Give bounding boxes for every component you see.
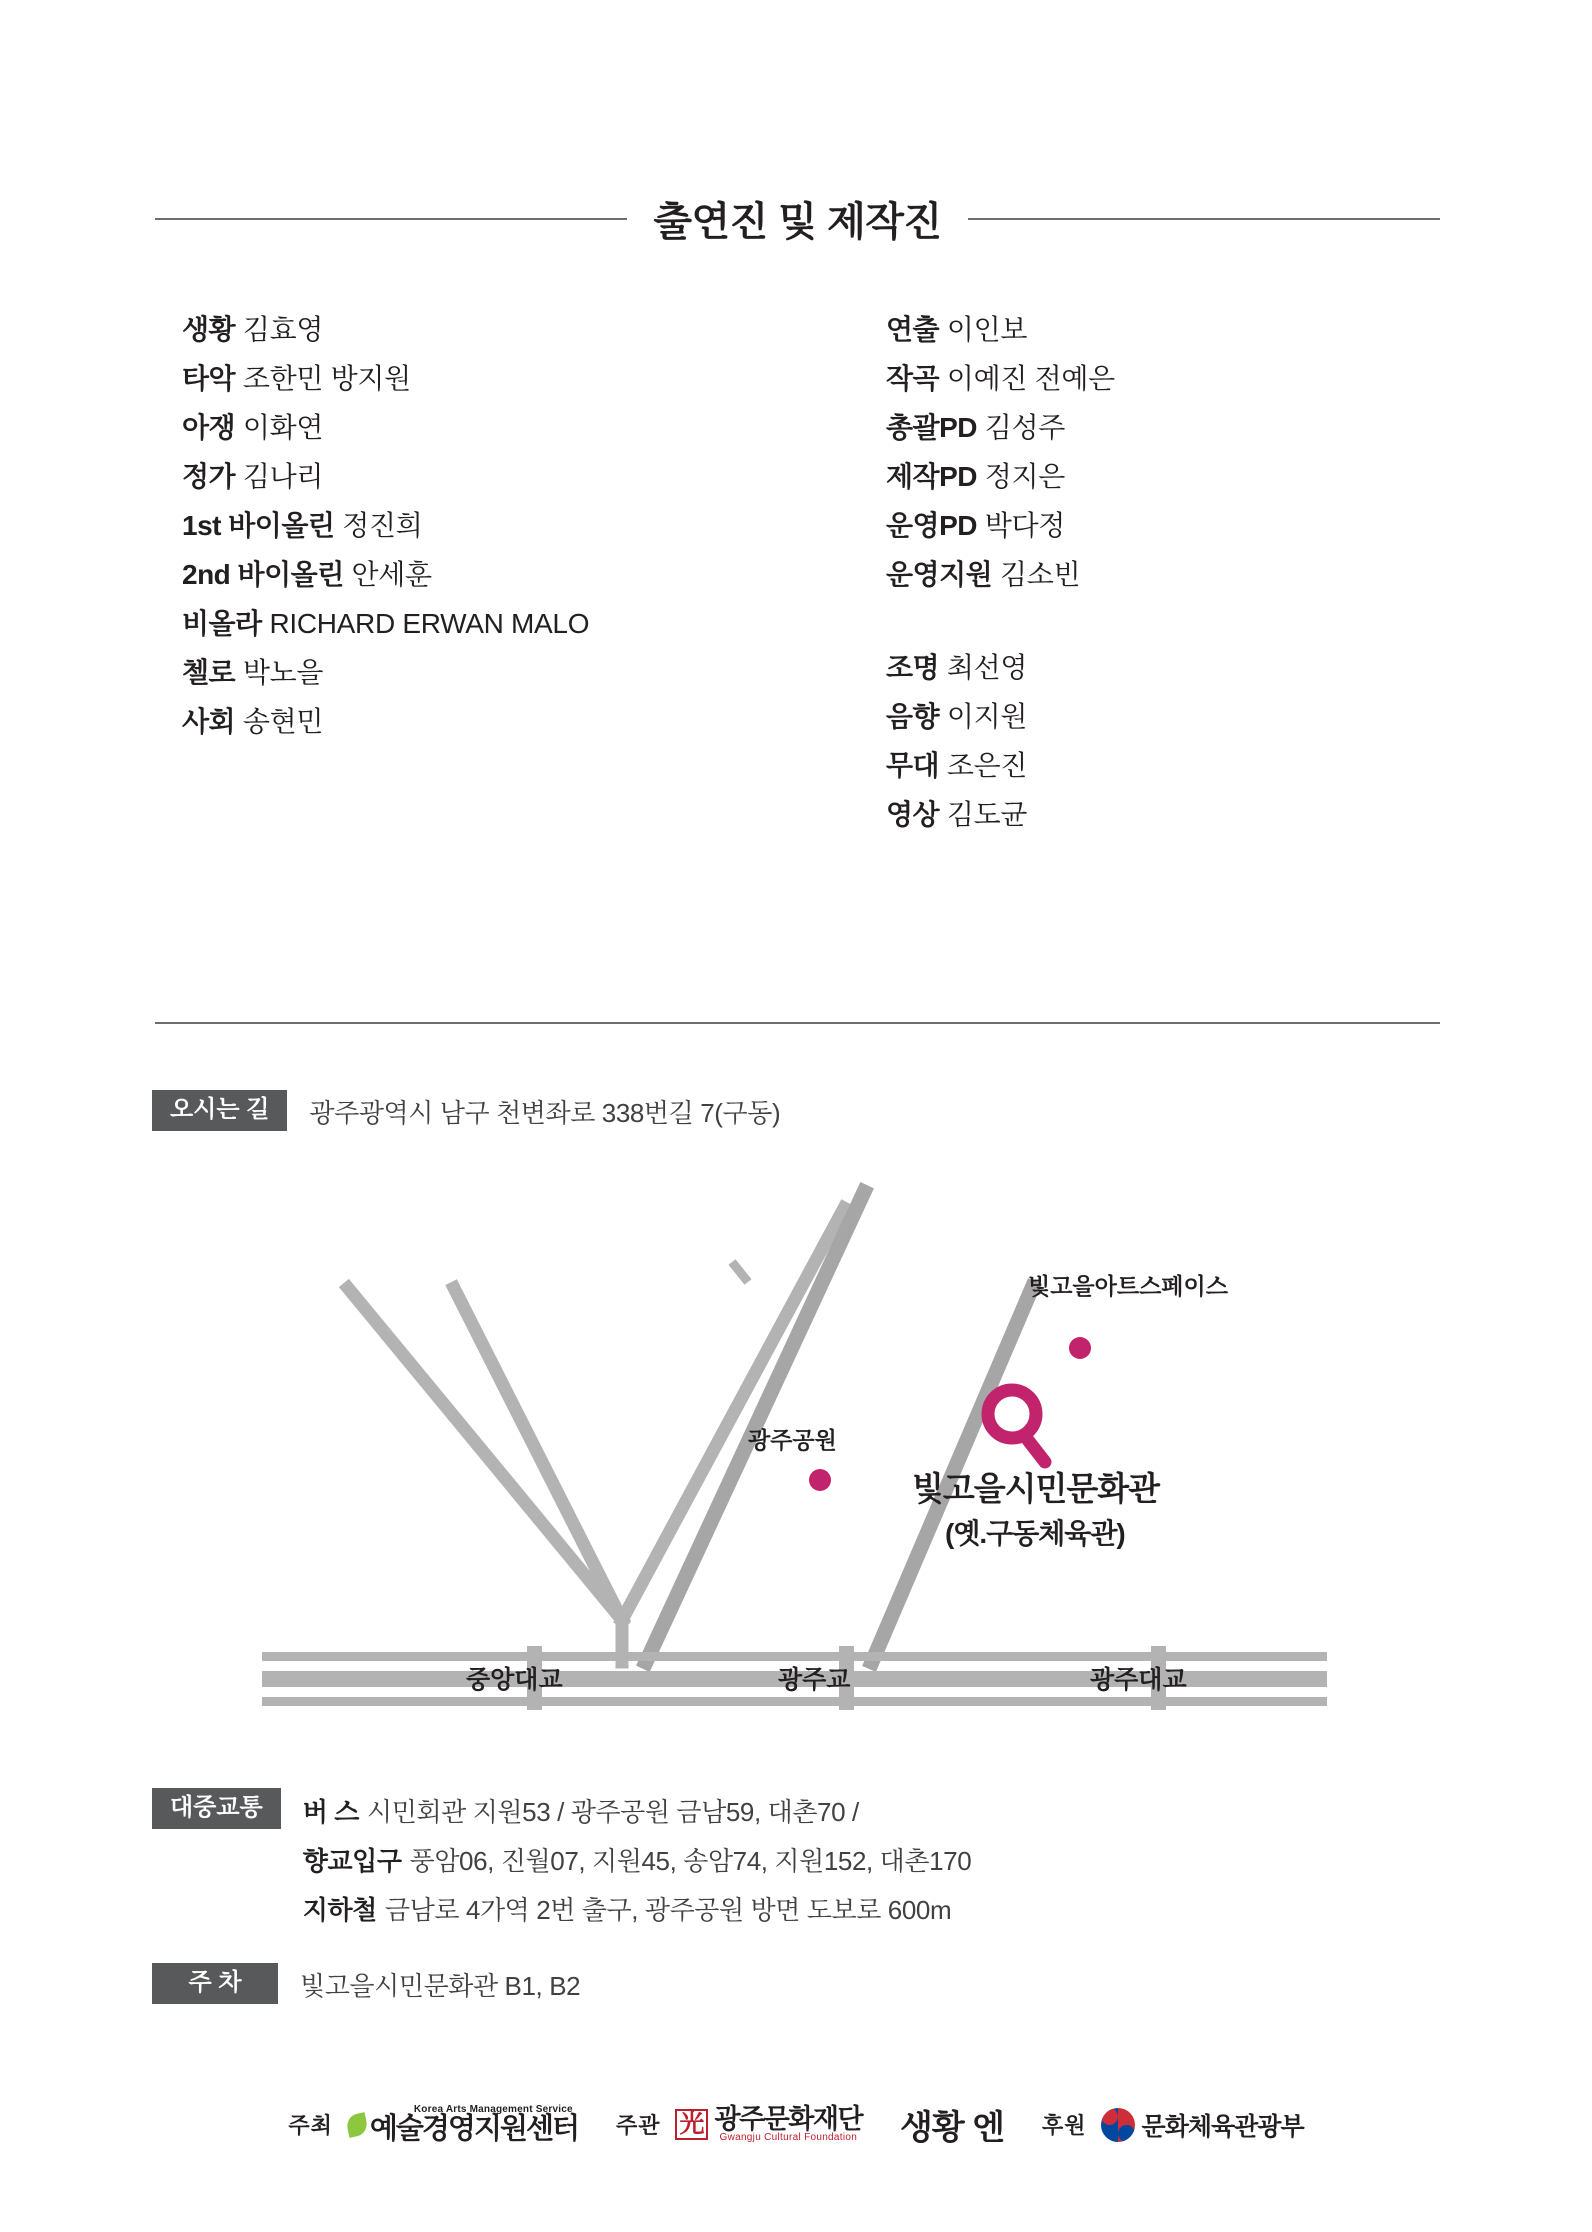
map-label-bridge-left: 중앙대교 xyxy=(466,1666,563,1694)
transit-line-body: 금남로 4가역 2번 출구, 광주공원 방면 도보로 600m xyxy=(384,1895,952,1925)
transit-line-head: 버 스 xyxy=(302,1797,360,1827)
map-label-venue: 빛고을시민문화관 xyxy=(912,1470,1160,1507)
credit-name: 정지은 xyxy=(984,461,1066,492)
arts-space-dot xyxy=(1069,1337,1091,1359)
credit-line xyxy=(886,305,1422,354)
credit-line xyxy=(886,643,1422,692)
credit-name: 박다정 xyxy=(984,510,1066,541)
directions-label: 오시는 길 xyxy=(152,1090,287,1131)
credit-line xyxy=(182,354,802,403)
credit-line xyxy=(182,599,802,648)
taegeuk-icon xyxy=(1101,2108,1135,2142)
credit-name: 조한민 방지원 xyxy=(242,363,411,394)
credit-role: 1st 바이올린 xyxy=(182,510,335,541)
credit-line xyxy=(886,354,1422,403)
credit-line xyxy=(886,403,1422,452)
gcf-logo-en: Gwangju Cultural Foundation xyxy=(719,2132,858,2144)
transit-line-body: 시민회관 지원53 / 광주공원 금남59, 대촌70 / xyxy=(367,1797,859,1827)
transit-line xyxy=(303,1837,972,1886)
gwangju-foundation-logo xyxy=(675,2105,863,2144)
credit-role: 비올라 xyxy=(182,608,262,639)
park-dot xyxy=(809,1469,831,1491)
credit-role: 조명 xyxy=(886,652,940,683)
kams-logo-en: Korea Arts Management Service xyxy=(413,2104,573,2115)
credit-line xyxy=(182,305,802,354)
credit-line xyxy=(886,692,1422,741)
kams-logo-kr: 예술경영지원센터 xyxy=(369,2113,579,2145)
credit-name: 이지원 xyxy=(946,701,1028,732)
map-label-arts-space: 빛고을아트스페이스 xyxy=(1028,1273,1228,1299)
gcf-emblem-icon: 光 xyxy=(675,2109,708,2141)
transit-line-head: 지하철 xyxy=(302,1895,377,1925)
credit-role: 총괄PD xyxy=(886,412,977,443)
transit-label: 대중교통 xyxy=(152,1788,281,1829)
footer-host-group xyxy=(288,2105,578,2144)
credit-role: 영상 xyxy=(886,799,940,830)
credit-line xyxy=(182,501,802,550)
credit-line xyxy=(886,550,1422,599)
credit-role: 운영지원 xyxy=(886,559,993,590)
transit-row xyxy=(152,1788,971,1935)
credit-role: 작곡 xyxy=(886,363,940,394)
credit-line xyxy=(886,501,1422,550)
credit-name: 안세훈 xyxy=(351,559,432,590)
credit-name: 이예진 전예은 xyxy=(946,363,1115,394)
credit-role: 무대 xyxy=(886,750,940,781)
credit-line xyxy=(182,550,802,599)
transit-line xyxy=(303,1788,972,1837)
section-divider xyxy=(155,1022,1440,1024)
map-label-bridge-center: 광주교 xyxy=(778,1666,851,1694)
credit-role: 사회 xyxy=(182,706,236,737)
credit-name: 김효영 xyxy=(242,314,324,345)
footer-organizer-group xyxy=(616,2105,862,2144)
gcf-logo-kr: 광주문화재단 xyxy=(714,2104,863,2135)
map-label-bridge-right: 광주대교 xyxy=(1090,1666,1187,1694)
credit-line xyxy=(886,790,1422,839)
venue-pin-icon xyxy=(988,1390,1045,1462)
credit-name: 김소빈 xyxy=(999,559,1081,590)
parking-row xyxy=(152,1963,580,2009)
credit-name: 박노을 xyxy=(242,657,324,688)
directions-row xyxy=(152,1090,780,1136)
header-rule-left xyxy=(155,218,627,220)
footer-producer-group xyxy=(900,2100,1004,2149)
mcst-logo-kr: 문화체육관광부 xyxy=(1141,2112,1304,2141)
credit-name: 조은진 xyxy=(946,750,1028,781)
transit-line-body: 풍암06, 진월07, 지원45, 송암74, 지원152, 대촌170 xyxy=(409,1846,972,1876)
footer-logos xyxy=(0,2100,1592,2149)
credit-name: 김성주 xyxy=(984,412,1066,443)
credit-role: 아쟁 xyxy=(182,412,236,443)
credit-line xyxy=(886,741,1422,790)
credit-line xyxy=(182,452,802,501)
map-label-park: 광주공원 xyxy=(748,1427,837,1453)
credit-role: 정가 xyxy=(182,461,236,492)
footer-organizer-role: 주관 xyxy=(616,2113,661,2138)
map-label-venue-sub: (옛.구동체육관) xyxy=(945,1518,1125,1549)
kams-logo xyxy=(347,2105,578,2144)
credit-name: 송현민 xyxy=(242,706,324,737)
footer-sponsor-group xyxy=(1042,2107,1304,2143)
directions-address: 광주광역시 남구 천변좌로 338번길 7(구동) xyxy=(309,1098,781,1128)
credit-name: 김나리 xyxy=(242,461,324,492)
credits-header xyxy=(155,190,1440,247)
road-stub xyxy=(732,1262,748,1282)
credit-line xyxy=(182,697,802,746)
credit-line xyxy=(886,452,1422,501)
credit-role: 제작PD xyxy=(886,461,977,492)
credits-spacer xyxy=(886,599,1422,643)
credit-name: 이인보 xyxy=(946,314,1028,345)
credits-column-left xyxy=(182,305,802,839)
parking-text: 빛고을시민문화관 B1, B2 xyxy=(300,1971,581,2001)
transit-line-head: 향교입구 xyxy=(302,1846,402,1876)
credits-columns xyxy=(182,305,1432,839)
credit-role: 타악 xyxy=(182,363,236,394)
credit-role: 생황 xyxy=(182,314,236,345)
credit-role: 첼로 xyxy=(182,657,236,688)
footer-host-role: 주최 xyxy=(288,2113,333,2138)
mcst-logo xyxy=(1101,2107,1304,2143)
credits-column-right xyxy=(802,305,1422,839)
parking-label: 주 차 xyxy=(152,1963,278,2004)
transit-lines xyxy=(303,1788,972,1935)
credit-line xyxy=(182,648,802,697)
credit-name: 정진희 xyxy=(342,510,423,541)
credit-role: 운영PD xyxy=(886,510,977,541)
header-rule-right xyxy=(968,218,1440,220)
transit-line xyxy=(303,1886,972,1935)
credit-role: 음향 xyxy=(886,701,940,732)
footer-sponsor-role: 후원 xyxy=(1042,2113,1087,2138)
credit-name: 이화연 xyxy=(242,412,324,443)
credit-name: 최선영 xyxy=(946,652,1028,683)
credit-name: 김도균 xyxy=(946,799,1028,830)
page-title: 출연진 및 제작진 xyxy=(653,200,942,244)
credit-role: 연출 xyxy=(886,314,940,345)
credit-name: RICHARD ERWAN MALO xyxy=(269,608,590,639)
saenghwang-en-logo: 생황 엔 xyxy=(900,2109,1005,2147)
leaf-icon xyxy=(345,2112,369,2138)
credit-role: 2nd 바이올린 xyxy=(182,559,344,590)
credit-line xyxy=(182,403,802,452)
